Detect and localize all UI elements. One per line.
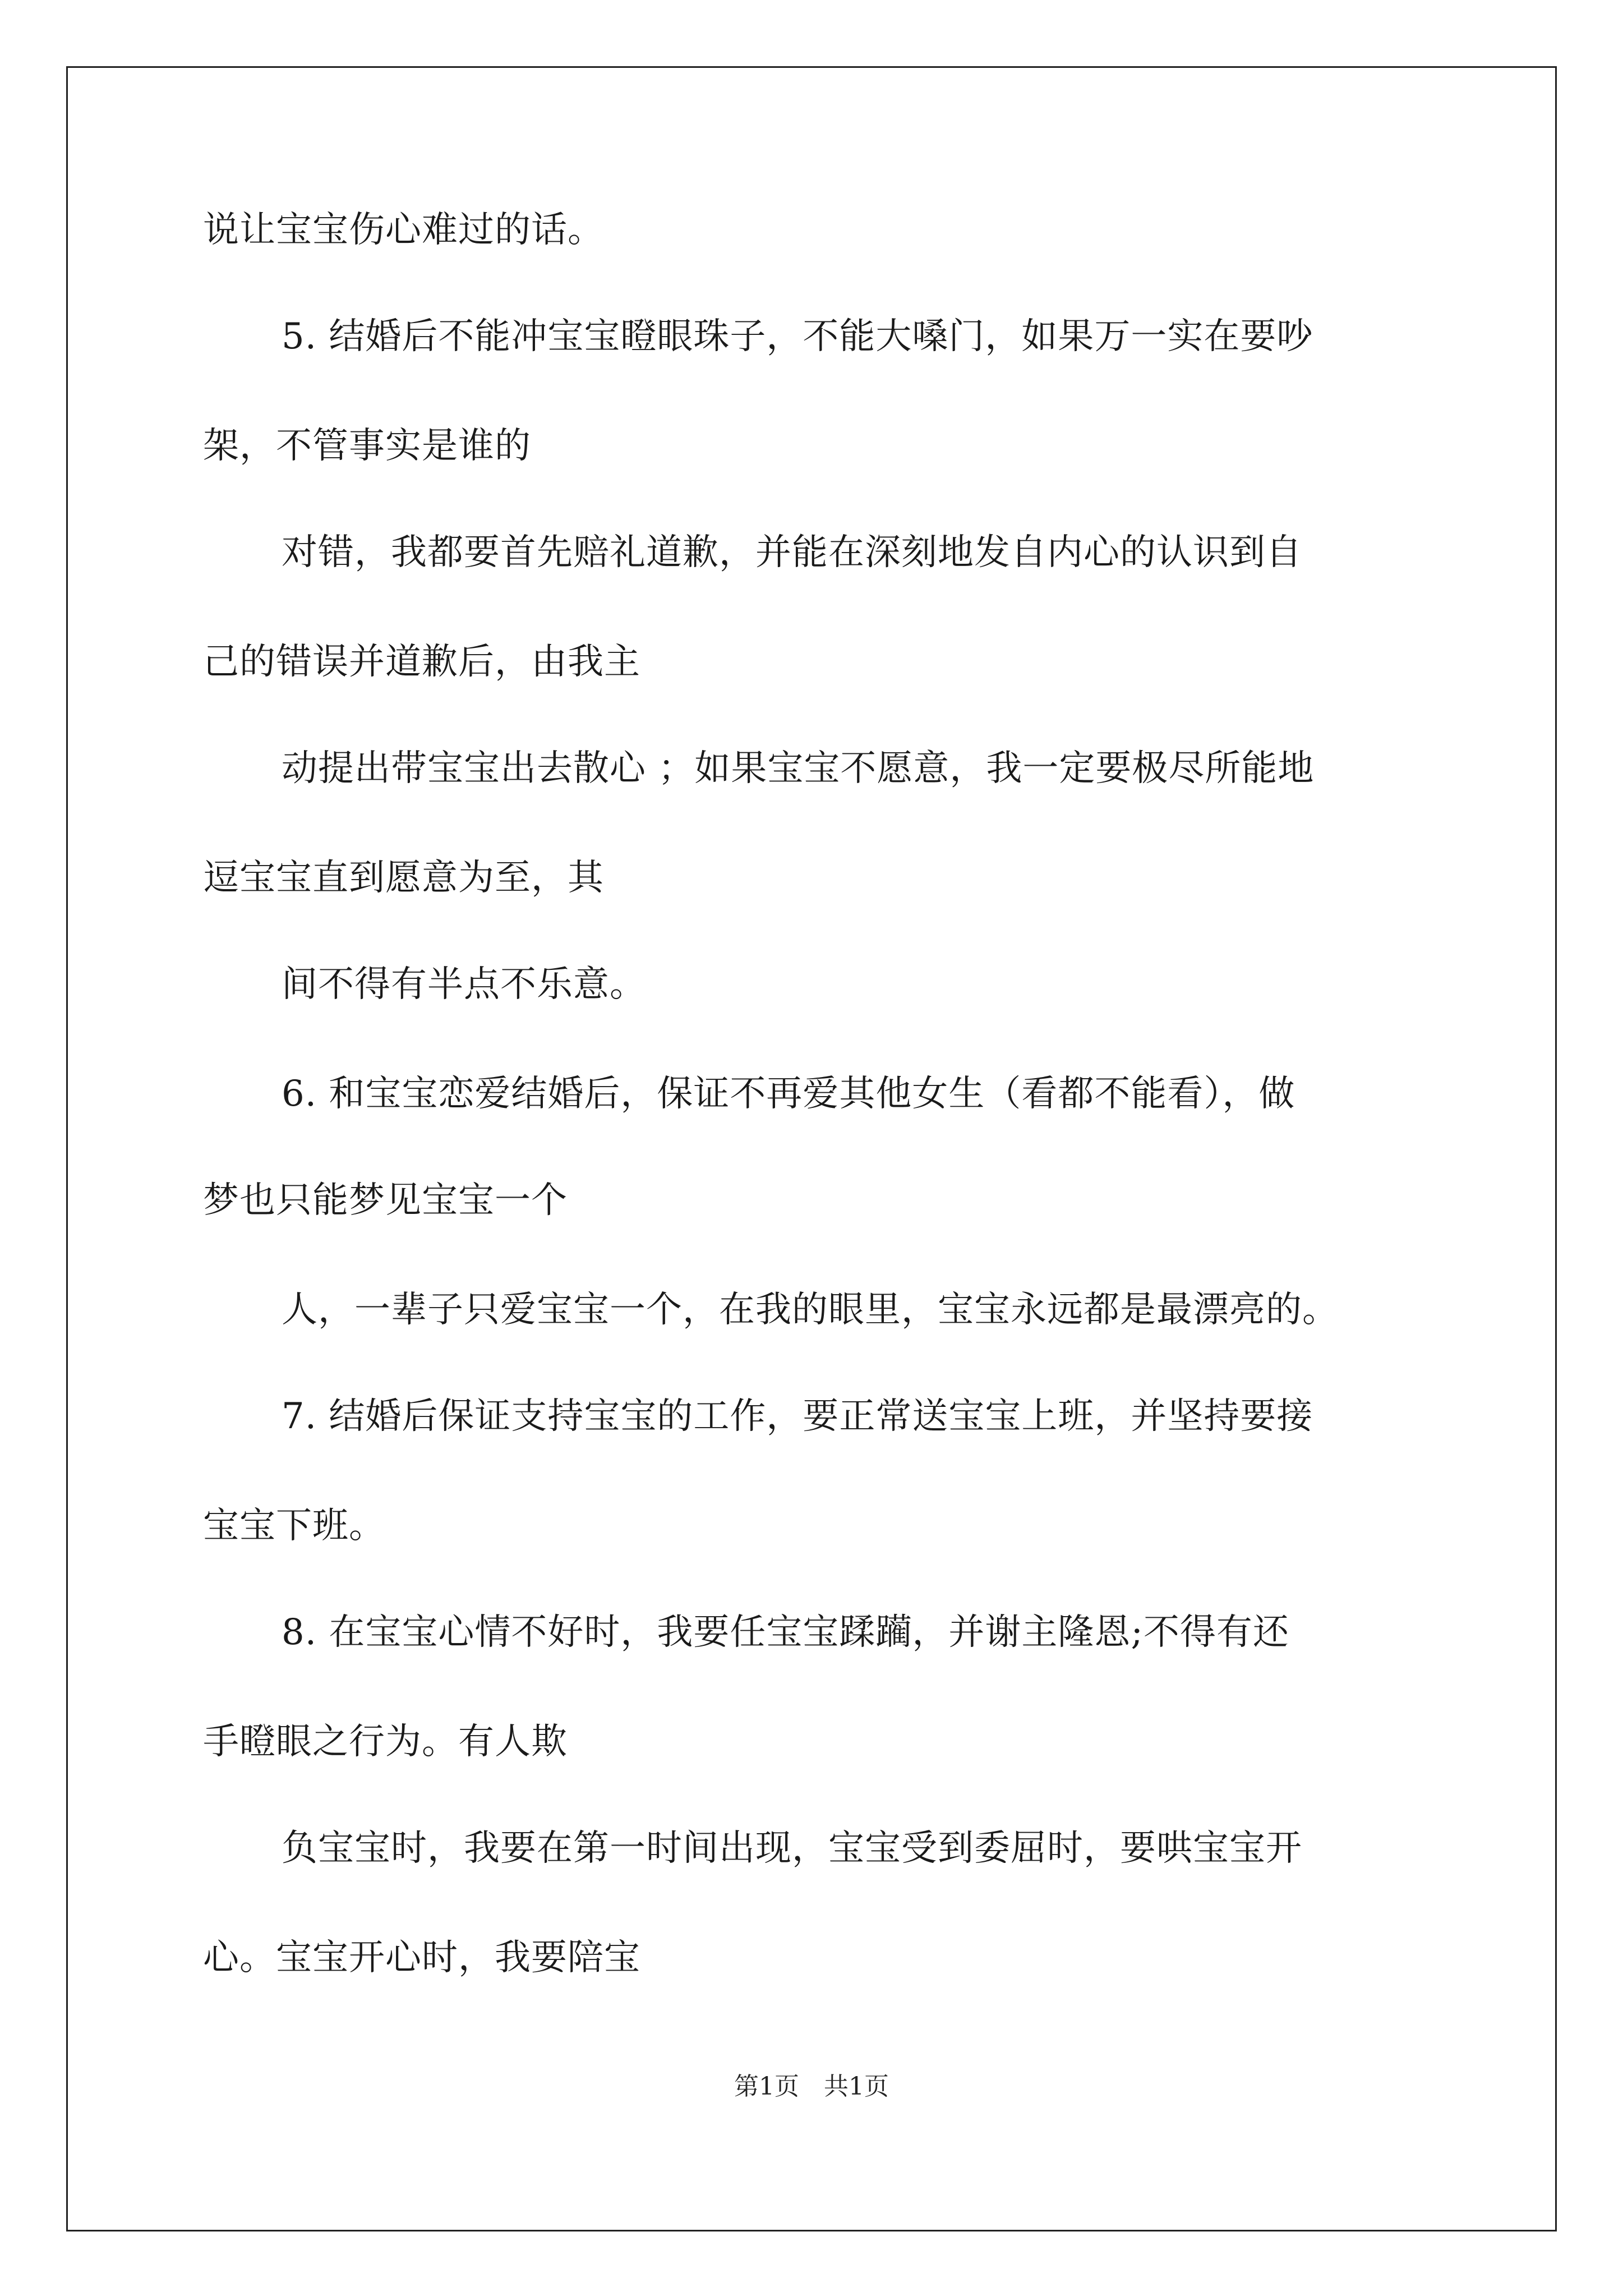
text-line: 对错，我都要首先赔礼道歉，并能在深刻地发自内心的认识到自 — [282, 532, 1302, 573]
text-line: 间不得有半点不乐意。 — [282, 964, 646, 1005]
text-line: 己的错误并道歉后，由我主 — [203, 641, 640, 683]
text-line: 逗宝宝直到愿意为至，其 — [203, 857, 604, 899]
text-line: 8. 在宝宝心情不好时，我要任宝宝蹂躏，并谢主隆恩;不得有还 — [282, 1612, 1289, 1653]
text-line: 心。宝宝开心时，我要陪宝 — [203, 1937, 640, 1978]
page-number-footer: 第1页 共1页 — [734, 2072, 889, 2101]
text-line: 负宝宝时，我要在第一时间出现，宝宝受到委屈时，要哄宝宝开 — [282, 1828, 1302, 1869]
text-line: 手瞪眼之行为。有人欺 — [203, 1721, 568, 1763]
text-line: 人，一辈子只爱宝宝一个，在我的眼里，宝宝永远都是最漂亮的。 — [282, 1289, 1339, 1331]
text-line: 架，不管事实是谁的 — [203, 425, 531, 467]
text-line: 说让宝宝伤心难过的话。 — [203, 209, 604, 251]
text-line: 宝宝下班。 — [203, 1505, 385, 1547]
page-border — [66, 66, 1557, 2231]
text-line: 7. 结婚后保证支持宝宝的工作，要正常送宝宝上班，并坚持要接 — [282, 1396, 1313, 1437]
text-line: 5. 结婚后不能冲宝宝瞪眼珠子，不能大嗓门，如果万一实在要吵 — [282, 316, 1313, 357]
text-line: 动提出带宝宝出去散心 ；如果宝宝不愿意，我一定要极尽所能地 — [282, 748, 1315, 789]
text-line: 6. 和宝宝恋爱结婚后，保证不再爱其他女生（看都不能看），做 — [282, 1073, 1295, 1115]
text-line: 梦也只能梦见宝宝一个 — [203, 1180, 568, 1221]
